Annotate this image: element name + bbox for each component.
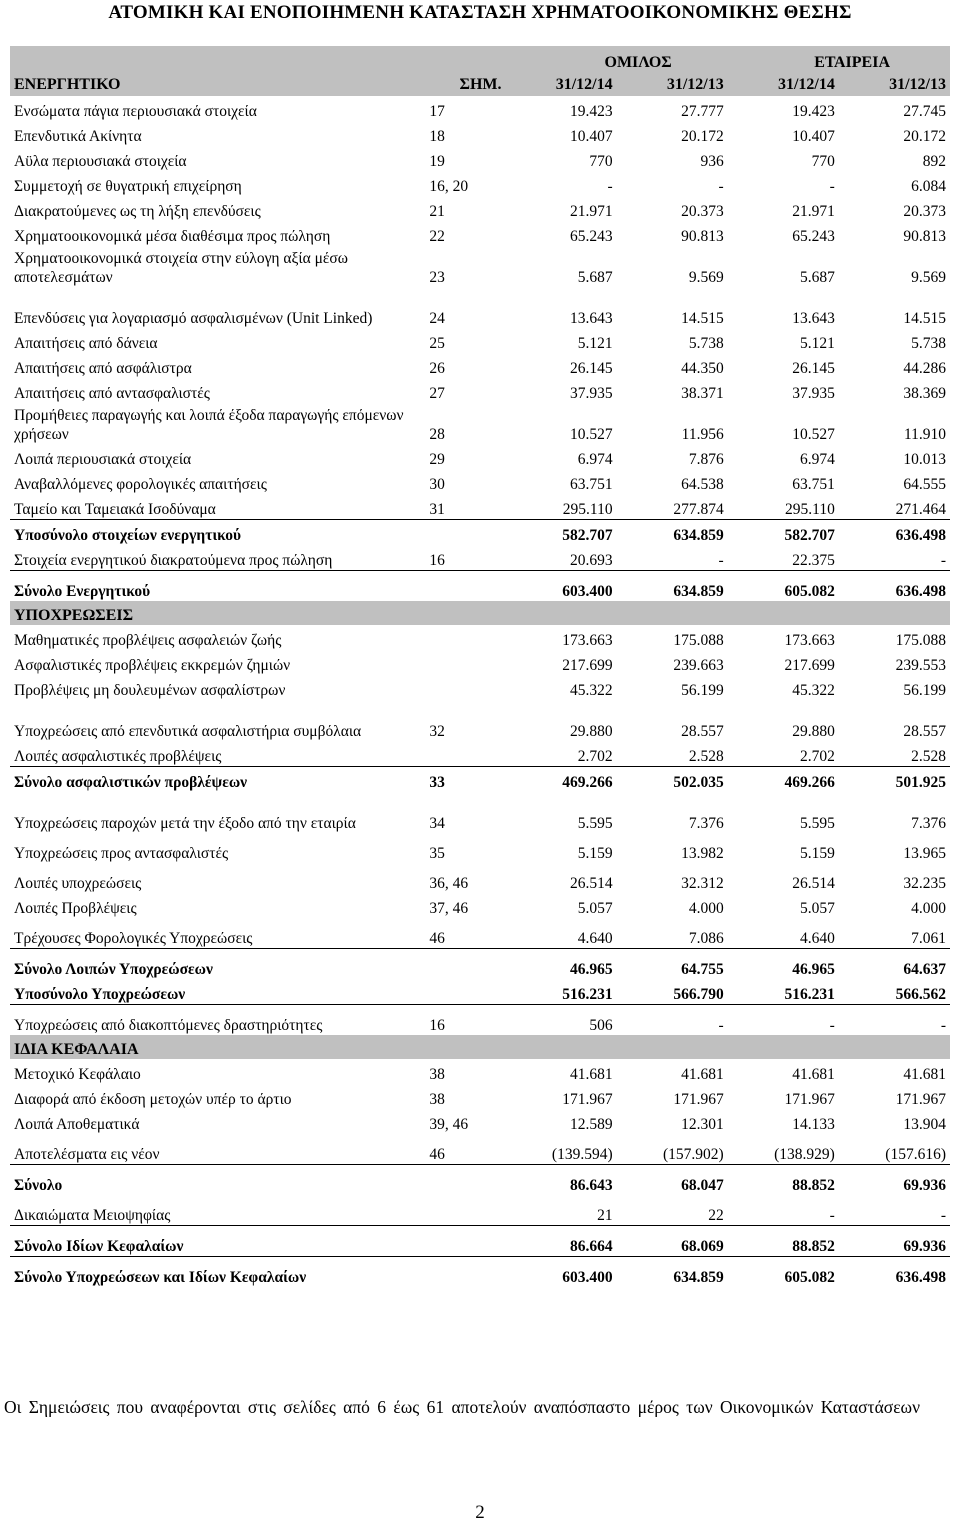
table-row — [10, 767, 950, 793]
row-value: 171.967 — [562, 1091, 613, 1108]
table-row — [10, 571, 950, 602]
row-value: 5.159 — [577, 845, 613, 862]
row-value: - — [940, 1207, 946, 1224]
row-value: 175.088 — [673, 632, 724, 649]
row-label: Υποσύνολο Υποχρεώσεων — [10, 979, 425, 1005]
table-row — [10, 287, 950, 328]
row-value: 69.936 — [839, 1226, 950, 1257]
row-value: 582.707 — [728, 520, 839, 546]
row-value: 171.967 — [673, 1091, 724, 1108]
row-value: 2.702 — [577, 748, 613, 765]
row-label: Υποσύνολο στοιχείων ενεργητικού — [10, 520, 425, 546]
row-label: Σύνολο — [10, 1165, 425, 1196]
row-label: Λοιπές Προβλέψεις — [14, 900, 137, 917]
row-note: 39, 46 — [429, 1116, 469, 1133]
row-note: 22 — [429, 228, 445, 245]
row-note: 16 — [429, 1017, 445, 1034]
row-value: 65.243 — [792, 228, 835, 245]
row-value: 46.965 — [728, 949, 839, 980]
table-row — [10, 741, 950, 767]
row-note: 32 — [429, 723, 445, 740]
row-value: 892 — [922, 153, 946, 170]
row-value: 20.373 — [903, 203, 946, 220]
row-value: 44.286 — [903, 360, 946, 377]
row-value: 4.640 — [577, 930, 613, 947]
table-row — [10, 792, 950, 833]
row-label: Διαφορά από έκδοση μετοχών υπέρ το άρτιο — [14, 1091, 292, 1108]
row-value: 636.498 — [839, 1257, 950, 1288]
row-value: 770 — [589, 153, 613, 170]
row-value: 295.110 — [785, 501, 835, 518]
row-value: 277.874 — [673, 501, 724, 518]
row-value: 636.498 — [839, 520, 950, 546]
row-value: 7.376 — [911, 815, 946, 832]
table-row — [10, 328, 950, 353]
row-note: 33 — [425, 767, 505, 793]
row-value: 88.852 — [728, 1165, 839, 1196]
row-value: 7.376 — [688, 815, 724, 832]
row-value: 19.423 — [569, 103, 613, 120]
row-value: 2.528 — [688, 748, 724, 765]
row-value: 41.681 — [681, 1066, 724, 1083]
row-value: 90.813 — [681, 228, 724, 245]
row-note: 34 — [429, 815, 445, 832]
row-value: (139.594) — [551, 1146, 613, 1163]
table-row — [10, 444, 950, 469]
row-label: Υποχρεώσεις από επενδυτικά ασφαλιστήρια συμβόλαια — [14, 723, 362, 740]
row-value: 12.589 — [569, 1116, 613, 1133]
table-row — [10, 918, 950, 949]
row-value: 4.640 — [799, 930, 835, 947]
row-value: 10.407 — [569, 128, 613, 145]
row-note: 38 — [429, 1091, 445, 1108]
row-value: 502.035 — [617, 767, 728, 793]
company-header: ΕΤΑΙΡΕΙΑ — [728, 46, 950, 72]
row-value: - — [839, 545, 950, 571]
row-value: - — [940, 1017, 946, 1034]
row-value: - — [718, 1017, 724, 1034]
table-row — [10, 246, 950, 287]
row-value: 68.047 — [617, 1165, 728, 1196]
table-row — [10, 1005, 950, 1036]
row-value: 10.013 — [903, 451, 946, 468]
row-value: 271.464 — [895, 501, 946, 518]
row-value: 6.084 — [911, 178, 946, 195]
row-value: 6.974 — [577, 451, 613, 468]
row-value: 86.664 — [506, 1226, 617, 1257]
row-label: Απαιτήσεις από δάνεια — [14, 335, 158, 352]
row-note: 38 — [429, 1066, 445, 1083]
row-value: 13.982 — [681, 845, 724, 862]
row-value: 32.312 — [681, 875, 724, 892]
row-label: Συμμετοχή σε θυγατρική επιχείρηση — [14, 178, 242, 195]
row-note — [425, 1226, 505, 1257]
table-row — [10, 353, 950, 378]
table-row — [10, 700, 950, 741]
table-row — [10, 403, 950, 444]
row-label: Σύνολο Λοιπών Υποχρεώσεων — [10, 949, 425, 980]
row-note: 16 — [425, 545, 505, 571]
row-label: Δικαιώματα Μειοψηφίας — [14, 1207, 171, 1224]
table-row — [10, 1059, 950, 1084]
row-value: 88.852 — [728, 1226, 839, 1257]
row-label: Υποχρεώσεις προς αντασφαλιστές — [14, 845, 229, 862]
row-value: 65.243 — [569, 228, 613, 245]
period-header: 31/12/13 — [617, 72, 728, 96]
row-note — [425, 571, 505, 602]
row-value: 45.322 — [569, 682, 613, 699]
row-note — [425, 1165, 505, 1196]
row-value: 64.538 — [681, 476, 724, 493]
row-value: 4.000 — [911, 900, 946, 917]
row-value: 13.643 — [569, 310, 613, 327]
row-label: Μαθηματικές προβλέψεις ασφαλειών ζωής — [14, 632, 282, 649]
row-value: 56.199 — [903, 682, 946, 699]
row-label: Σύνολο Υποχρεώσεων και Ιδίων Κεφαλαίων — [10, 1257, 425, 1288]
row-note: 18 — [429, 128, 445, 145]
row-label: Απαιτήσεις από αντασφαλιστές — [14, 385, 210, 402]
row-note — [425, 1257, 505, 1288]
row-value: 41.681 — [569, 1066, 613, 1083]
row-value: 38.369 — [903, 385, 946, 402]
row-value: 9.569 — [911, 269, 946, 286]
table-row — [10, 545, 950, 571]
row-value: 171.967 — [784, 1091, 835, 1108]
row-value: 90.813 — [903, 228, 946, 245]
row-value: 41.681 — [903, 1066, 946, 1083]
row-value: 634.859 — [617, 520, 728, 546]
row-value: 9.569 — [688, 269, 724, 286]
note-header: ΣΗΜ. — [425, 72, 505, 96]
table-row — [10, 469, 950, 494]
row-label: Αποτελέσματα εις νέον — [14, 1146, 160, 1163]
row-value: 603.400 — [562, 583, 613, 600]
table-row — [10, 520, 950, 546]
row-value: 175.088 — [895, 632, 946, 649]
row-note: 19 — [429, 153, 445, 170]
row-value: 582.707 — [506, 520, 617, 546]
row-note — [425, 625, 505, 650]
row-value: - — [718, 178, 724, 195]
row-value: 28.557 — [681, 723, 724, 740]
row-value: 7.061 — [911, 930, 946, 947]
row-value: 26.514 — [569, 875, 613, 892]
equity-section-title — [10, 1035, 950, 1059]
row-value: 5.595 — [799, 815, 835, 832]
table-row — [10, 625, 950, 650]
row-value: 603.400 — [506, 1257, 617, 1288]
row-value: 5.159 — [799, 845, 835, 862]
row-value: - — [607, 178, 613, 195]
row-note: 29 — [429, 451, 445, 468]
row-value: 5.057 — [577, 900, 613, 917]
row-value: 7.086 — [688, 930, 724, 947]
row-value: (157.902) — [663, 1146, 724, 1163]
row-value: 566.562 — [839, 979, 950, 1005]
row-value: 13.965 — [903, 845, 946, 862]
table-row — [10, 863, 950, 893]
row-value: 469.266 — [728, 767, 839, 793]
row-value: 4.000 — [688, 900, 724, 917]
row-value: 516.231 — [728, 979, 839, 1005]
liabilities-section-title-label: ΥΠΟΧΡΕΩΣΕΙΣ — [10, 601, 950, 625]
row-value: 26.514 — [792, 875, 835, 892]
row-label: Λοιπές ασφαλιστικές προβλέψεις — [14, 748, 222, 765]
row-note: 46 — [429, 930, 445, 947]
row-value: 64.755 — [617, 949, 728, 980]
table-row — [10, 171, 950, 196]
table-row — [10, 196, 950, 221]
row-note: 30 — [429, 476, 445, 493]
row-value: 13.904 — [903, 1116, 946, 1133]
row-label: Διακρατούμενες ως τη λήξη επενδύσεις — [14, 203, 261, 220]
row-label: Λοιπά Αποθεματικά — [14, 1116, 140, 1133]
row-value: 63.751 — [792, 476, 835, 493]
row-value: 5.687 — [577, 269, 613, 286]
row-value: 634.859 — [617, 1257, 728, 1288]
table-row — [10, 833, 950, 863]
row-label: Λοιπά περιουσιακά στοιχεία — [14, 451, 192, 468]
row-label: Τρέχουσες Φορολογικές Υποχρεώσεις — [14, 930, 253, 947]
row-value: 2.702 — [799, 748, 835, 765]
row-value: 605.082 — [728, 1257, 839, 1288]
row-value: 7.876 — [688, 451, 724, 468]
row-note — [425, 650, 505, 675]
row-value: 14.515 — [681, 310, 724, 327]
equity-section-title-label: ΙΔΙΑ ΚΕΦΑΛΑΙΑ — [10, 1035, 950, 1059]
table-row — [10, 1165, 950, 1196]
row-value: 28.557 — [903, 723, 946, 740]
row-label: Ταμείο και Ταμειακά Ισοδύναμα — [14, 501, 216, 518]
row-value: 10.407 — [792, 128, 835, 145]
row-note — [425, 949, 505, 980]
table-row — [10, 146, 950, 171]
row-label: Υποχρεώσεις από διακοπτόμενες δραστηριότητες — [14, 1017, 323, 1034]
row-note: 27 — [429, 385, 445, 402]
row-value: - — [829, 1017, 835, 1034]
row-value: 516.231 — [506, 979, 617, 1005]
assets-header: ΕΝΕΡΓΗΤΙΚΟ — [10, 72, 425, 96]
row-note: 35 — [429, 845, 445, 862]
row-note: 37, 46 — [429, 900, 469, 917]
row-value: 173.663 — [784, 632, 835, 649]
row-value: - — [829, 178, 835, 195]
row-label: Μετοχικό Κεφάλαιο — [14, 1066, 141, 1083]
table-row — [10, 675, 950, 700]
header-row-groups — [10, 46, 950, 72]
row-label: Στοιχεία ενεργητικού διακρατούμενα προς πώληση — [10, 545, 425, 571]
row-value: 44.350 — [681, 360, 724, 377]
row-value: 20.693 — [506, 545, 617, 571]
row-label: Σύνολο Ιδίων Κεφαλαίων — [10, 1226, 425, 1257]
row-value: 11.956 — [681, 426, 724, 443]
header-row-periods — [10, 72, 950, 96]
row-note: 25 — [429, 335, 445, 352]
row-value: 2.528 — [911, 748, 946, 765]
row-value: 10.527 — [569, 426, 613, 443]
table-row — [10, 221, 950, 246]
row-value: 5.687 — [799, 269, 835, 286]
row-value: 14.133 — [792, 1116, 835, 1133]
table-row — [10, 1109, 950, 1134]
row-value: 46.965 — [506, 949, 617, 980]
page-title: ΑΤΟΜΙΚΗ ΚΑΙ ΕΝΟΠΟΙΗΜΕΝΗ ΚΑΤΑΣΤΑΣΗ ΧΡΗΜΑΤΟΟΙΚΟΝΟΜΙΚΗΣ ΘΕΣΗΣ — [108, 2, 852, 23]
row-note: 23 — [429, 269, 445, 286]
row-value: 69.936 — [839, 1165, 950, 1196]
row-note — [425, 675, 505, 700]
group-header: ΟΜΙΛΟΣ — [506, 46, 728, 72]
row-value: 56.199 — [681, 682, 724, 699]
page-number: 2 — [475, 1502, 485, 1523]
row-value: 22 — [708, 1207, 724, 1224]
table-row — [10, 979, 950, 1005]
row-note: 21 — [429, 203, 445, 220]
liabilities-section-title — [10, 601, 950, 625]
row-value: 21 — [597, 1207, 613, 1224]
table-row — [10, 96, 950, 121]
row-value: 27.777 — [681, 103, 724, 120]
row-value: 636.498 — [895, 583, 946, 600]
row-value: 469.266 — [506, 767, 617, 793]
table-row — [10, 1084, 950, 1109]
row-note: 31 — [429, 501, 445, 518]
table-row — [10, 1226, 950, 1257]
footnote: Οι Σημειώσεις που αναφέρονται στις σελίδες από 6 έως 61 αποτελούν αναπόσπαστο μέρος των Οικονομικών Καταστάσεων — [4, 1397, 920, 1417]
row-note: 26 — [429, 360, 445, 377]
row-value: 14.515 — [903, 310, 946, 327]
row-value: 5.595 — [577, 815, 613, 832]
row-label: Αϋλα περιουσιακά στοιχεία — [14, 153, 187, 170]
row-value: 217.699 — [562, 657, 613, 674]
row-label: Επενδυτικά Ακίνητα — [14, 128, 142, 145]
row-value: 29.880 — [792, 723, 835, 740]
row-label: Προβλέψεις μη δουλευμένων ασφαλίστρων — [14, 682, 286, 699]
row-label: Απαιτήσεις από ασφάλιστρα — [14, 360, 192, 377]
row-value: 295.110 — [562, 501, 613, 518]
row-value: 20.172 — [903, 128, 946, 145]
row-value: (157.616) — [885, 1146, 946, 1163]
row-value: 6.974 — [799, 451, 835, 468]
row-value: 41.681 — [792, 1066, 835, 1083]
row-value: (138.929) — [774, 1146, 835, 1163]
table-row — [10, 1134, 950, 1165]
row-value: 239.663 — [673, 657, 724, 674]
row-label: Ενσώματα πάγια περιουσιακά στοιχεία — [14, 103, 257, 120]
row-value: 936 — [700, 153, 724, 170]
row-value: 12.301 — [681, 1116, 724, 1133]
table-row — [10, 121, 950, 146]
row-value: 32.235 — [903, 875, 946, 892]
row-value: 27.745 — [903, 103, 946, 120]
financial-position-table — [10, 46, 950, 1287]
row-value: 64.555 — [903, 476, 946, 493]
row-label: Υποχρεώσεις παροχών μετά την έξοδο από την εταιρία — [14, 815, 356, 832]
period-header: 31/12/13 — [839, 72, 950, 96]
row-value: 770 — [811, 153, 835, 170]
row-note — [425, 1195, 505, 1226]
row-value: 5.738 — [911, 335, 946, 352]
row-value: 13.643 — [792, 310, 835, 327]
row-value: 173.663 — [562, 632, 613, 649]
table-row — [10, 949, 950, 980]
row-label: Επενδύσεις για λογαριασμό ασφαλισμένων (Unit Linked) — [14, 310, 373, 327]
row-label: Προμήθειες παραγωγής και λοιπά έξοδα παραγωγής επόμενων χρήσεων — [14, 407, 404, 443]
table-row — [10, 650, 950, 675]
row-value: 86.643 — [506, 1165, 617, 1196]
row-label: Αναβαλλόμενες φορολογικές απαιτήσεις — [14, 476, 267, 493]
row-value: 171.967 — [895, 1091, 946, 1108]
row-value: 64.637 — [839, 949, 950, 980]
table-row — [10, 378, 950, 403]
row-value: - — [617, 545, 728, 571]
row-value: 37.935 — [792, 385, 835, 402]
row-value: 45.322 — [792, 682, 835, 699]
row-value: 239.553 — [895, 657, 946, 674]
row-note: 28 — [429, 426, 445, 443]
row-value: 217.699 — [784, 657, 835, 674]
row-value: 10.527 — [792, 426, 835, 443]
row-label: Λοιπές υποχρεώσεις — [14, 875, 142, 892]
row-value: 29.880 — [569, 723, 613, 740]
row-value: 68.069 — [617, 1226, 728, 1257]
row-value: 5.121 — [799, 335, 835, 352]
row-value: 38.371 — [681, 385, 724, 402]
row-note: 16, 20 — [429, 178, 469, 195]
row-note: 24 — [429, 310, 445, 327]
row-note — [425, 741, 505, 767]
row-value: 26.145 — [569, 360, 613, 377]
row-value: 605.082 — [784, 583, 835, 600]
row-value: 26.145 — [792, 360, 835, 377]
row-value: 21.971 — [569, 203, 613, 220]
row-label: Ασφαλιστικές προβλέψεις εκκρεμών ζημιών — [14, 657, 291, 674]
row-note — [425, 979, 505, 1005]
row-value: 634.859 — [673, 583, 724, 600]
row-value: 22.375 — [728, 545, 839, 571]
row-value: 5.057 — [799, 900, 835, 917]
row-note: 17 — [429, 103, 445, 120]
period-header: 31/12/14 — [506, 72, 617, 96]
row-value: 11.910 — [903, 426, 946, 443]
row-value: 501.925 — [839, 767, 950, 793]
table-row — [10, 1257, 950, 1288]
row-value: 5.738 — [688, 335, 724, 352]
row-value: 37.935 — [569, 385, 613, 402]
row-value: - — [829, 1207, 835, 1224]
row-note: 36, 46 — [429, 875, 469, 892]
row-label: Σύνολο ασφαλιστικών προβλέψεων — [10, 767, 425, 793]
table-row — [10, 893, 950, 918]
row-label: Σύνολο Ενεργητικού — [14, 583, 151, 600]
row-value: 5.121 — [577, 335, 613, 352]
row-note: 46 — [429, 1146, 445, 1163]
table-row — [10, 1195, 950, 1226]
row-value: 20.373 — [681, 203, 724, 220]
row-note — [425, 520, 505, 546]
row-value: 19.423 — [792, 103, 835, 120]
row-label: Χρηματοοικονομικά μέσα διαθέσιμα προς πώληση — [14, 228, 331, 245]
row-value: 566.790 — [617, 979, 728, 1005]
row-value: 20.172 — [681, 128, 724, 145]
row-value: 63.751 — [569, 476, 613, 493]
table-row — [10, 494, 950, 520]
period-header: 31/12/14 — [728, 72, 839, 96]
row-value: 21.971 — [792, 203, 835, 220]
row-label: Χρηματοοικονομικά στοιχεία στην εύλογη αξία μέσω αποτελεσμάτων — [14, 250, 348, 286]
row-value: 506 — [589, 1017, 613, 1034]
